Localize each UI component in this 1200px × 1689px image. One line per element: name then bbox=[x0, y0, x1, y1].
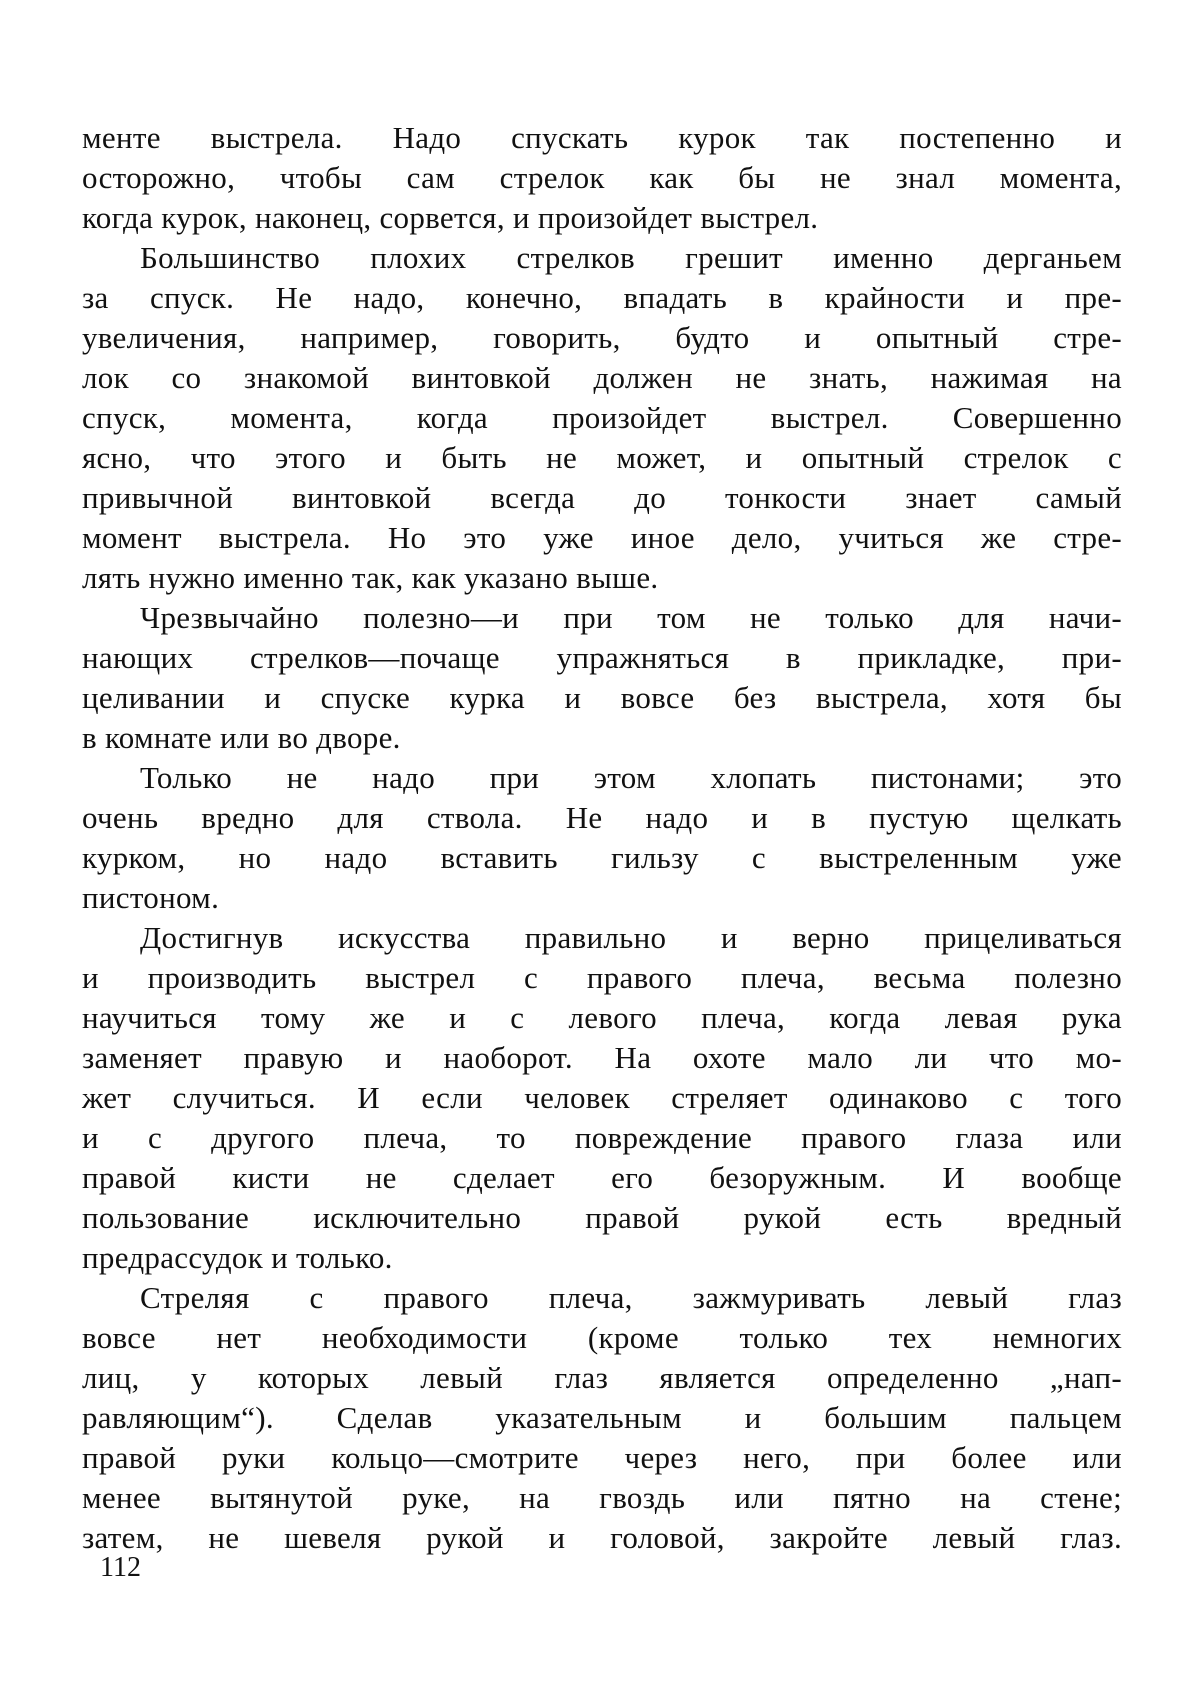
text-line: и производить выстрел с правого плеча, весьма полезно bbox=[82, 960, 1122, 995]
text-line: очень вредно для ствола. Не надо и в пустую щелкать bbox=[82, 800, 1122, 835]
text-line: Только не надо при этом хлопать пистонами; это bbox=[140, 760, 1122, 795]
text-line: пистоном. bbox=[82, 880, 220, 915]
text-line: нающих стрелков—почаще упражняться в прикладке, при- bbox=[82, 640, 1122, 675]
text-line: заменяет правую и наоборот. На охоте мало ли что мо- bbox=[82, 1040, 1122, 1075]
text-line: в комнате или во дворе. bbox=[82, 720, 401, 755]
body-text bbox=[82, 118, 1122, 1558]
text-line: и с другого плеча, то повреждение правого глаза или bbox=[82, 1120, 1122, 1155]
text-line: спуск, момента, когда произойдет выстрел. Совершенно bbox=[82, 400, 1122, 435]
text-line: привычной винтовкой всегда до тонкости знает самый bbox=[82, 480, 1122, 515]
text-line: лиц, у которых левый глаз является определенно „нап- bbox=[82, 1360, 1122, 1395]
text-line: увеличения, например, говорить, будто и опытный стре- bbox=[82, 320, 1122, 355]
text-line: предрассудок и только. bbox=[82, 1240, 393, 1275]
text-line: Стреляя с правого плеча, зажмуривать левый глаз bbox=[140, 1280, 1122, 1315]
page-number: 112 bbox=[100, 1552, 141, 1583]
text-line: Достигнув искусства правильно и верно прицеливаться bbox=[140, 920, 1122, 955]
text-line: менте выстрела. Надо спускать курок так постепенно и bbox=[82, 120, 1122, 155]
text-line: Большинство плохих стрелков грешит именно дерганьем bbox=[140, 240, 1122, 275]
text-line: Чрезвычайно полезно—и при том не только для начи- bbox=[140, 600, 1122, 635]
text-line: лок со знакомой винтовкой должен не знать, нажимая на bbox=[82, 360, 1122, 395]
text-line: момент выстрела. Но это уже иное дело, учиться же стре- bbox=[82, 520, 1122, 555]
text-line: научиться тому же и с левого плеча, когда левая рука bbox=[82, 1000, 1122, 1035]
text-line: осторожно, чтобы сам стрелок как бы не знал момента, bbox=[82, 160, 1122, 195]
text-line: жет случиться. И если человек стреляет одинаково с того bbox=[82, 1080, 1122, 1115]
text-line: пользование исключительно правой рукой есть вредный bbox=[82, 1200, 1122, 1235]
text-line: лять нужно именно так, как указано выше. bbox=[82, 560, 659, 595]
text-line: вовсе нет необходимости (кроме только тех немногих bbox=[82, 1320, 1122, 1355]
text-line: ясно, что этого и быть не может, и опытный стрелок с bbox=[82, 440, 1122, 475]
text-line: когда курок, наконец, сорвется, и произойдет выстрел. bbox=[82, 200, 819, 235]
text-line: правой руки кольцо—смотрите через него, при более или bbox=[82, 1440, 1122, 1475]
text-line: затем, не шевеля рукой и головой, закройте левый глаз. bbox=[82, 1520, 1122, 1555]
text-line: за спуск. Не надо, конечно, впадать в крайности и пре- bbox=[82, 280, 1122, 315]
text-line: курком, но надо вставить гильзу с выстреленным уже bbox=[82, 840, 1122, 875]
text-line: правой кисти не сделает его безоружным. И вообще bbox=[82, 1160, 1122, 1195]
text-line: целивании и спуске курка и вовсе без выстрела, хотя бы bbox=[82, 680, 1122, 715]
text-line: менее вытянутой руке, на гвоздь или пятно на стене; bbox=[82, 1480, 1122, 1515]
text-line: равляющим“). Сделав указательным и большим пальцем bbox=[82, 1400, 1122, 1435]
